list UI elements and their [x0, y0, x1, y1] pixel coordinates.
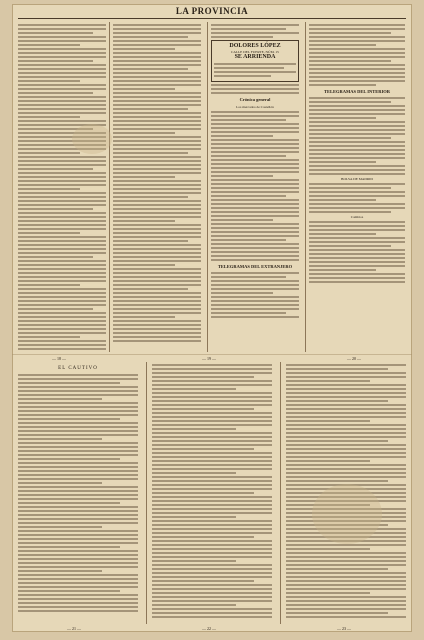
telegrams-title: TELEGRAMAS DEL EXTRANJERO — [217, 264, 293, 269]
column-separator — [109, 22, 110, 352]
column-4 — [309, 22, 405, 352]
bolsa-title: BOLSA DE MADRID — [341, 177, 373, 181]
newspaper-page — [12, 4, 412, 632]
exchange-title: Cambios — [350, 215, 364, 219]
page-folio: — 22 — — [202, 626, 216, 631]
ad-address: CALLE DEL FUERTE, NÚM. 15 — [231, 50, 279, 54]
paper-stain — [312, 484, 382, 544]
paper-stain — [72, 124, 112, 154]
column-separator — [305, 22, 306, 352]
column-1 — [18, 22, 106, 352]
column-separator — [280, 362, 281, 624]
section-subtitle: Los mercados de Castellón — [236, 105, 274, 109]
column-3 — [211, 22, 299, 352]
page-folio: — 19 — — [202, 356, 216, 361]
ad-sale: SE ARRIENDA — [234, 54, 276, 60]
column-separator — [146, 362, 147, 624]
page-folio: — 18 — — [52, 356, 66, 361]
page-folio: — 20 — — [347, 356, 361, 361]
page-folio: — 21 — — [67, 626, 81, 631]
advertisement-box — [211, 40, 299, 82]
story-column-1 — [18, 362, 138, 624]
telegrams-interior-title: TELEGRAMAS DEL INTERIOR — [323, 89, 390, 94]
ad-name: DOLORES LÓPEZ — [229, 43, 281, 49]
column-separator — [207, 22, 208, 352]
masthead-rule — [18, 18, 406, 19]
fold-line — [12, 354, 412, 355]
page-folio: — 23 — — [337, 626, 351, 631]
story-column-2 — [152, 362, 272, 624]
story-title: EL CAUTIVO — [58, 366, 98, 371]
section-title: Crónica general — [239, 97, 271, 102]
column-2 — [113, 22, 201, 352]
masthead-title: LA PROVINCIA — [175, 6, 249, 16]
